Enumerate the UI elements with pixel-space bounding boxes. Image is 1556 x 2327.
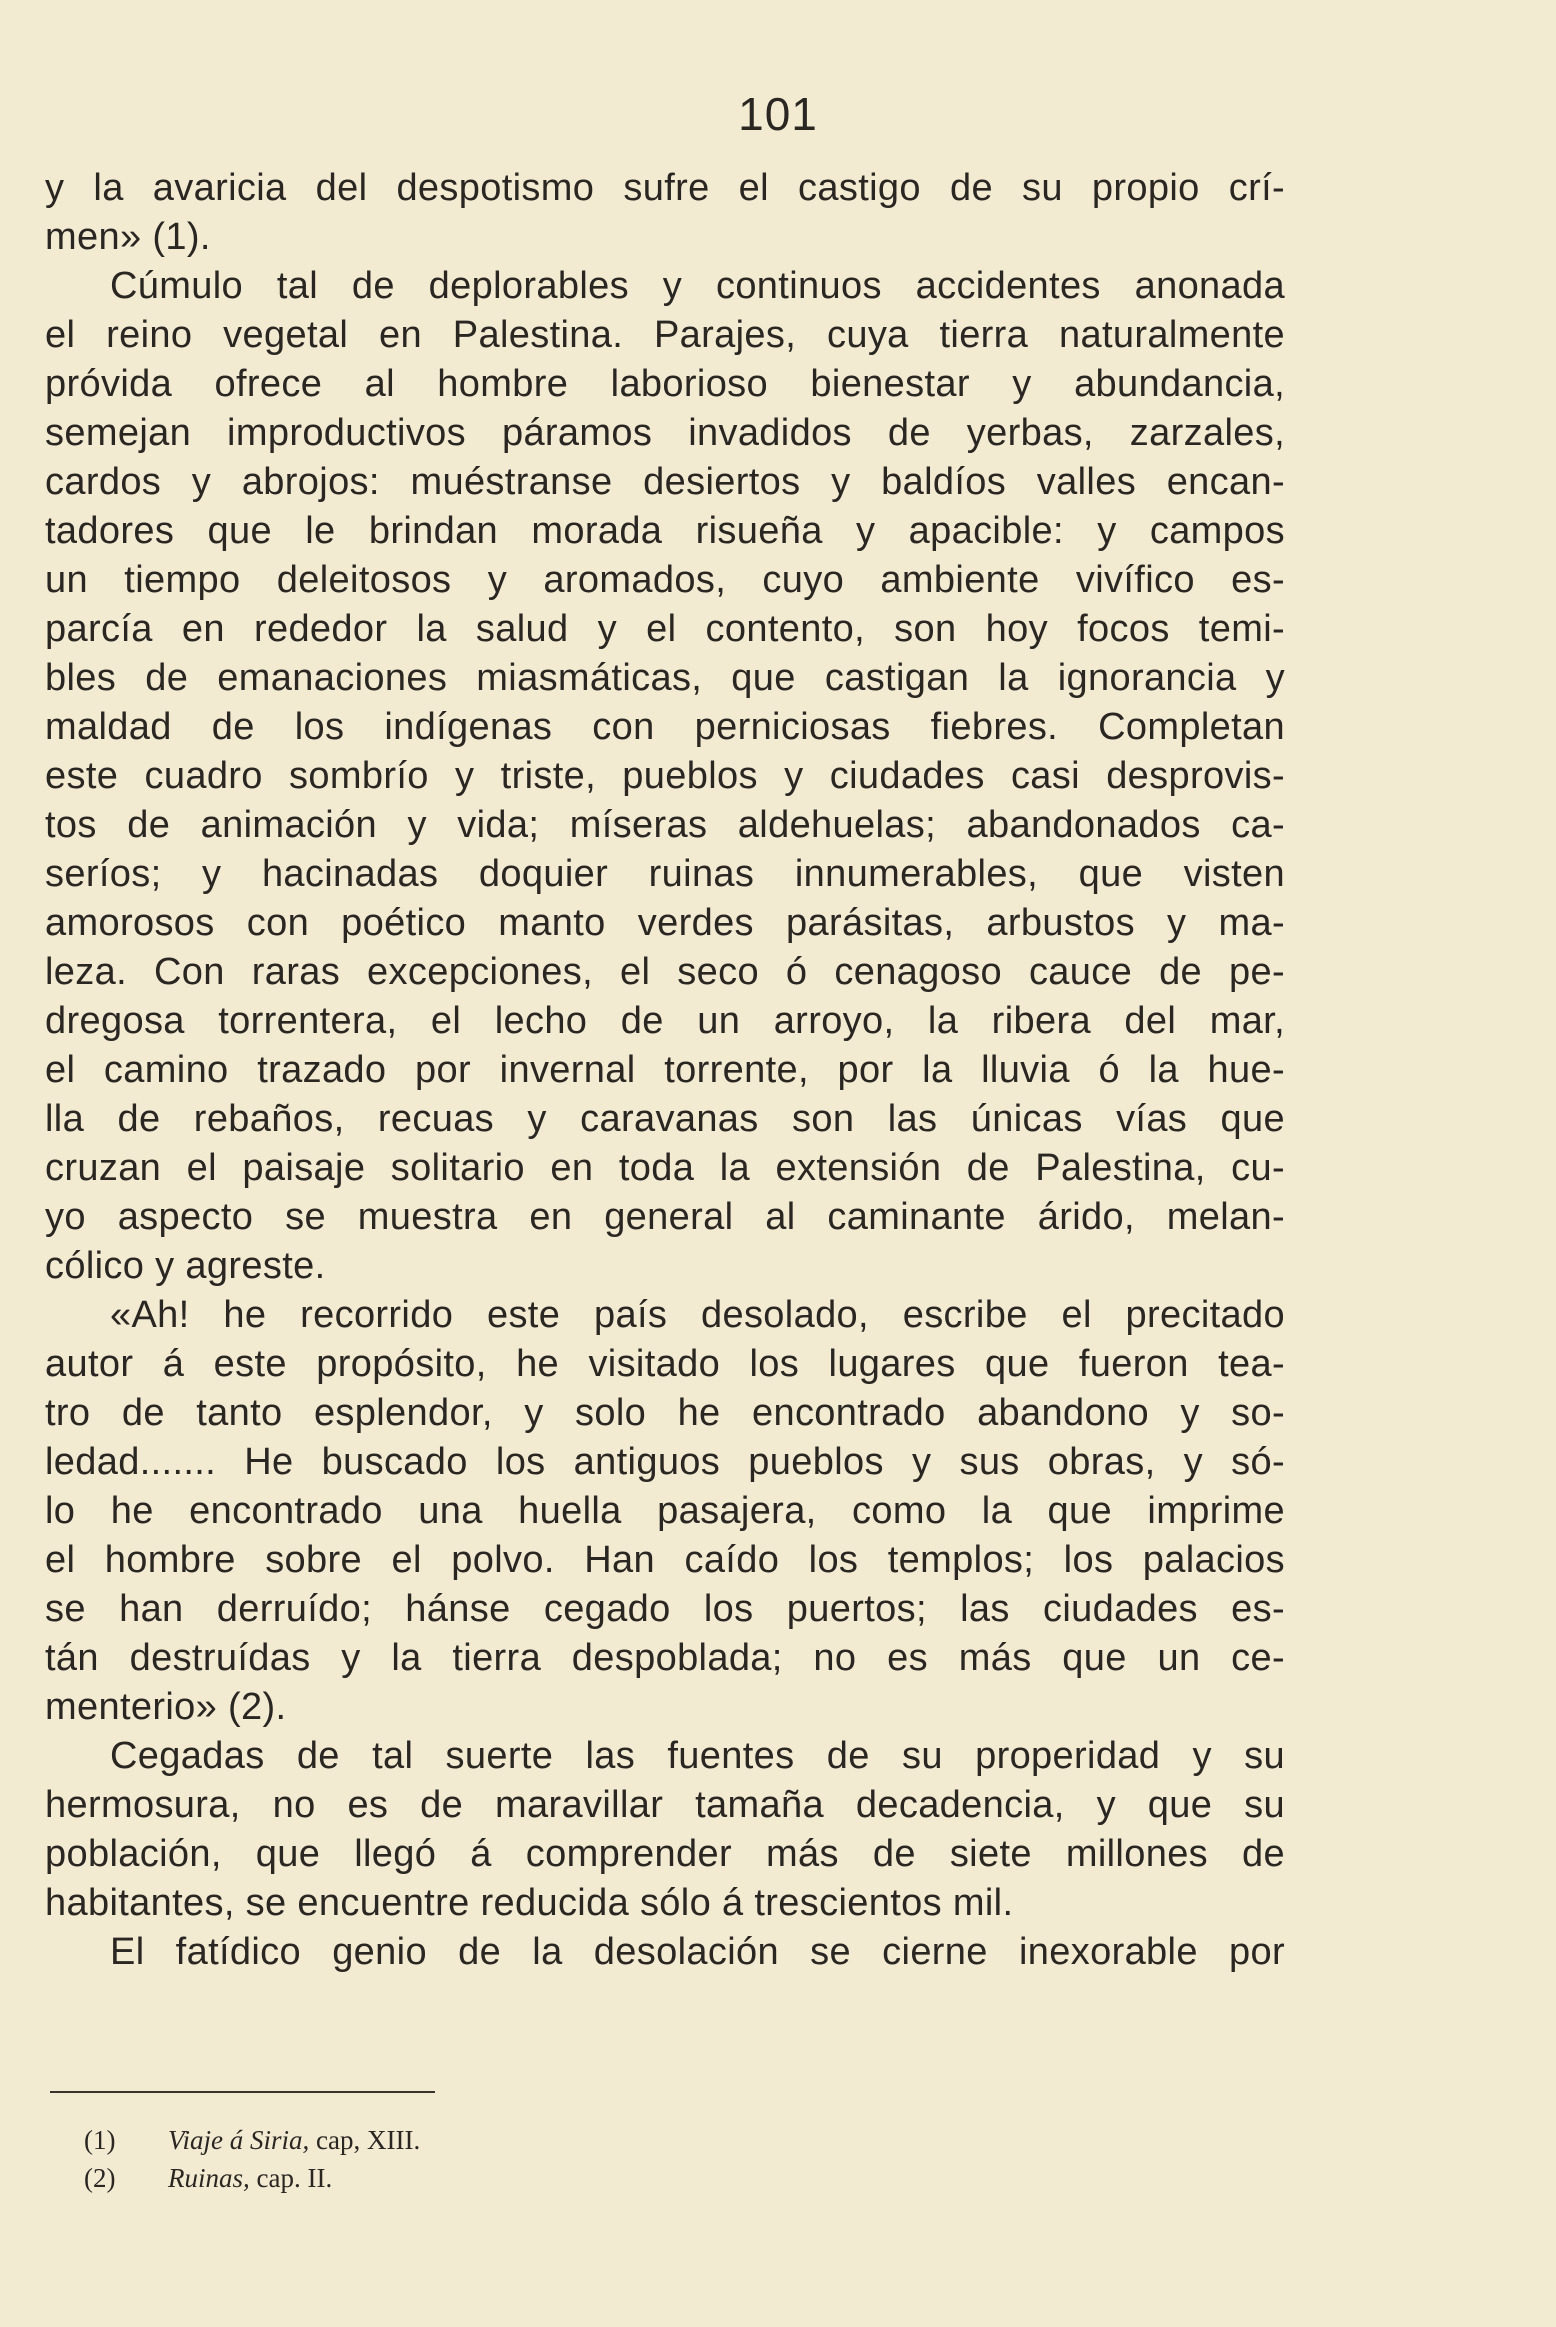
text-line: seríos; y hacinadas doquier ruinas innumerables, que visten bbox=[45, 853, 1285, 895]
footnote-marker: (1) bbox=[84, 2125, 116, 2155]
text-line: cardos y abrojos: muéstranse desiertos y baldíos valles encan- bbox=[45, 461, 1285, 503]
text-line: el reino vegetal en Palestina. Parajes, cuya tierra naturalmente bbox=[45, 314, 1285, 356]
text-line: yo aspecto se muestra en general al caminante árido, melan- bbox=[45, 1196, 1285, 1238]
text-line: próvida ofrece al hombre laborioso bienestar y abundancia, bbox=[45, 363, 1285, 405]
text-line: autor á este propósito, he visitado los lugares que fueron tea- bbox=[45, 1343, 1285, 1385]
text-line: el hombre sobre el polvo. Han caído los templos; los palacios bbox=[45, 1539, 1285, 1581]
text-line: tos de animación y vida; míseras aldehuelas; abandonados ca- bbox=[45, 804, 1285, 846]
text-line: tro de tanto esplendor, y solo he encontrado abandono y so- bbox=[45, 1392, 1285, 1434]
text-line: un tiempo deleitosos y aromados, cuyo ambiente vivífico es- bbox=[45, 559, 1285, 601]
footnotes bbox=[84, 2122, 984, 2198]
text-line: cólico y agreste. bbox=[45, 1245, 326, 1287]
text-line: Cegadas de tal suerte las fuentes de su properidad y su bbox=[110, 1735, 1285, 1777]
text-line: menterio» (2). bbox=[45, 1686, 287, 1728]
footnote bbox=[84, 2160, 984, 2198]
text-line: bles de emanaciones miasmáticas, que castigan la ignorancia y bbox=[45, 657, 1285, 699]
text-line: población, que llegó á comprender más de siete millones de bbox=[45, 1833, 1285, 1875]
text-line: ledad....... He buscado los antiguos pueblos y sus obras, y só- bbox=[45, 1441, 1285, 1483]
text-line: amorosos con poético manto verdes parásitas, arbustos y ma- bbox=[45, 902, 1285, 944]
text-line: y la avaricia del despotismo sufre el castigo de su propio crí- bbox=[45, 167, 1285, 209]
footnote-source-title: Ruinas, bbox=[168, 2163, 250, 2193]
footnote-divider bbox=[50, 2091, 435, 2093]
text-line: tadores que le brindan morada risueña y apacible: y campos bbox=[45, 510, 1285, 552]
text-line: cruzan el paisaje solitario en toda la extensión de Palestina, cu- bbox=[45, 1147, 1285, 1189]
text-line: tán destruídas y la tierra despoblada; no es más que un ce- bbox=[45, 1637, 1285, 1679]
footnote-source-title: Viaje á Siria, bbox=[168, 2125, 310, 2155]
page-number: 101 bbox=[738, 88, 818, 140]
text-line: habitantes, se encuentre reducida sólo á trescientos mil. bbox=[45, 1882, 1014, 1924]
text-line: semejan improductivos páramos invadidos de yerbas, zarzales, bbox=[45, 412, 1285, 454]
footnote-reference: cap, XIII. bbox=[316, 2125, 421, 2155]
footnote-reference: cap. II. bbox=[256, 2163, 333, 2193]
text-line: maldad de los indígenas con perniciosas fiebres. Completan bbox=[45, 706, 1285, 748]
text-line: parcía en rededor la salud y el contento, son hoy focos temi- bbox=[45, 608, 1285, 650]
text-line: lla de rebaños, recuas y caravanas son las únicas vías que bbox=[45, 1098, 1285, 1140]
text-line: Cúmulo tal de deplorables y continuos accidentes anonada bbox=[110, 265, 1285, 307]
text-line: dregosa torrentera, el lecho de un arroyo, la ribera del mar, bbox=[45, 1000, 1285, 1042]
text-line: El fatídico genio de la desolación se cierne inexorable por bbox=[110, 1931, 1285, 1973]
text-line: se han derruído; hánse cegado los puertos; las ciudades es- bbox=[45, 1588, 1285, 1630]
text-line: el camino trazado por invernal torrente, por la lluvia ó la hue- bbox=[45, 1049, 1285, 1091]
text-line: men» (1). bbox=[45, 216, 211, 258]
footnote-marker: (2) bbox=[84, 2163, 116, 2193]
text-line: leza. Con raras excepciones, el seco ó cenagoso cauce de pe- bbox=[45, 951, 1285, 993]
body-text bbox=[45, 164, 1285, 1977]
text-line: hermosura, no es de maravillar tamaña decadencia, y que su bbox=[45, 1784, 1285, 1826]
text-line: este cuadro sombrío y triste, pueblos y ciudades casi desprovis- bbox=[45, 755, 1285, 797]
text-line: lo he encontrado una huella pasajera, como la que imprime bbox=[45, 1490, 1285, 1532]
footnote bbox=[84, 2122, 984, 2160]
text-line: «Ah! he recorrido este país desolado, escribe el precitado bbox=[110, 1294, 1285, 1336]
